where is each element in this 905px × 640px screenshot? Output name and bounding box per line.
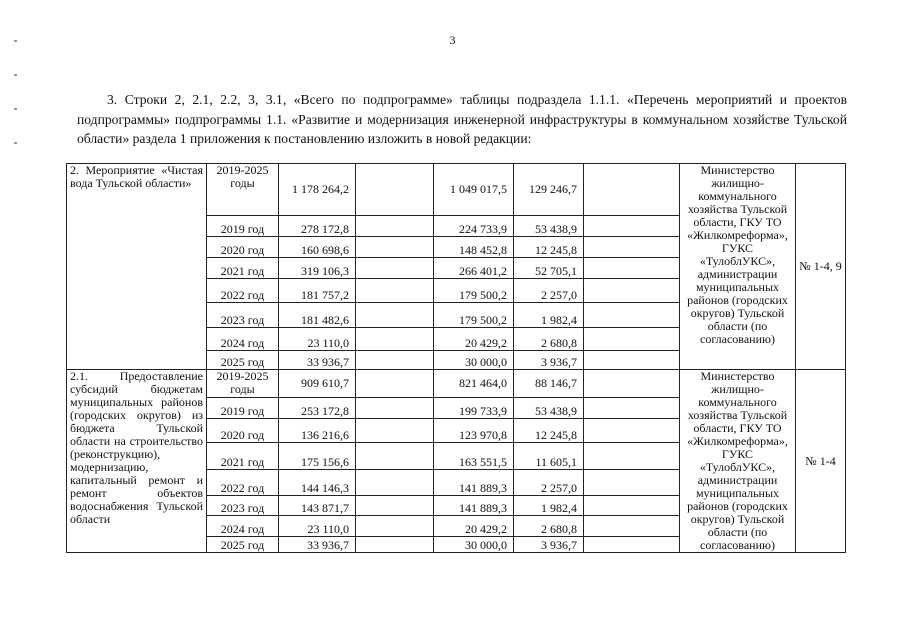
period-cell: 2022 год bbox=[207, 470, 279, 496]
total-amount-cell: 1 178 264,2 bbox=[279, 164, 356, 216]
local-budget-cell: 1 982,4 bbox=[514, 303, 584, 328]
regional-budget-cell: 199 733,9 bbox=[434, 397, 514, 418]
empty-cell bbox=[584, 328, 680, 351]
regional-budget-cell: 141 889,3 bbox=[434, 470, 514, 496]
period-cell: 2020 год bbox=[207, 237, 279, 258]
amount-cell bbox=[356, 515, 434, 537]
amount-cell bbox=[356, 418, 434, 443]
scan-margin-mark bbox=[14, 74, 17, 76]
total-amount-cell: 181 482,6 bbox=[279, 303, 356, 328]
period-cell: 2021 год bbox=[207, 443, 279, 470]
total-amount-cell: 136 216,6 bbox=[279, 418, 356, 443]
regional-budget-cell: 123 970,8 bbox=[434, 418, 514, 443]
amount-cell bbox=[356, 443, 434, 470]
local-budget-cell: 53 438,9 bbox=[514, 397, 584, 418]
local-budget-cell: 2 680,8 bbox=[514, 515, 584, 537]
regional-budget-cell: 163 551,5 bbox=[434, 443, 514, 470]
local-budget-cell: 12 245,8 bbox=[514, 237, 584, 258]
period-cell: 2025 год bbox=[207, 351, 279, 370]
empty-cell bbox=[584, 470, 680, 496]
total-amount-cell: 143 871,7 bbox=[279, 496, 356, 516]
amount-cell bbox=[356, 303, 434, 328]
empty-cell bbox=[584, 279, 680, 303]
table-row bbox=[67, 370, 846, 398]
regional-budget-cell: 20 429,2 bbox=[434, 328, 514, 351]
regional-budget-cell: 30 000,0 bbox=[434, 537, 514, 553]
measure-name-cell: 2. Мероприятие «Чистая вода Тульской области» bbox=[67, 164, 207, 370]
empty-cell bbox=[584, 397, 680, 418]
total-amount-cell: 160 698,6 bbox=[279, 237, 356, 258]
period-cell: 2024 год bbox=[207, 328, 279, 351]
amount-cell bbox=[356, 279, 434, 303]
amount-cell bbox=[356, 328, 434, 351]
scan-margin-mark bbox=[14, 108, 17, 110]
total-amount-cell: 33 936,7 bbox=[279, 351, 356, 370]
measures-table bbox=[66, 163, 846, 553]
amount-cell bbox=[356, 537, 434, 553]
empty-cell bbox=[584, 418, 680, 443]
page-number: 3 bbox=[449, 33, 456, 47]
amount-cell bbox=[356, 370, 434, 398]
empty-cell bbox=[584, 303, 680, 328]
regional-budget-cell: 141 889,3 bbox=[434, 496, 514, 516]
empty-cell bbox=[584, 216, 680, 237]
local-budget-cell: 52 705,1 bbox=[514, 258, 584, 279]
measure-name-cell: 2.1. Предоставление субсидий бюджетам муниципальных районов (городских округов) из бюджета Тульской области на строительство (реконструкцию), модернизацию, капитальный ремонт и ремонт объектов водоснабжения Тульской области bbox=[67, 370, 207, 553]
amount-cell bbox=[356, 351, 434, 370]
period-cell: 2023 год bbox=[207, 496, 279, 516]
period-cell: 2019 год bbox=[207, 216, 279, 237]
local-budget-cell: 2 680,8 bbox=[514, 328, 584, 351]
empty-cell bbox=[584, 351, 680, 370]
local-budget-cell: 129 246,7 bbox=[514, 164, 584, 216]
empty-cell bbox=[584, 496, 680, 516]
empty-cell bbox=[584, 537, 680, 553]
responsible-executors-cell: Министерство жилищно-коммунального хозяйства Тульской области, ГКУ ТО «Жилкомреформа», ГУКС «ТулоблУКС», администрации муниципальных районов (городских округов) Тульской области (по согласованию) bbox=[680, 370, 796, 553]
total-amount-cell: 181 757,2 bbox=[279, 279, 356, 303]
local-budget-cell: 2 257,0 bbox=[514, 470, 584, 496]
empty-cell bbox=[584, 515, 680, 537]
amendment-paragraph: 3. Строки 2, 2.1, 2.2, 3, 3.1, «Всего по подпрограмме» таблицы подраздела 1.1.1. «Перечень мероприятий и проектов подпрограммы» подпрограммы 1.1. «Развитие и модернизация инженерной инфраструктуры в коммунальном хозяйстве Тульской области» раздела 1 приложения к постановлению изложить в новой редакции: bbox=[77, 92, 847, 146]
local-budget-cell: 12 245,8 bbox=[514, 418, 584, 443]
period-cell: 2019 год bbox=[207, 397, 279, 418]
indicator-cell: № 1-4, 9 bbox=[796, 164, 846, 370]
amount-cell bbox=[356, 258, 434, 279]
empty-cell bbox=[584, 164, 680, 216]
total-amount-cell: 278 172,8 bbox=[279, 216, 356, 237]
amount-cell bbox=[356, 164, 434, 216]
period-cell: 2019-2025 годы bbox=[207, 370, 279, 398]
amount-cell bbox=[356, 496, 434, 516]
empty-cell bbox=[584, 370, 680, 398]
responsible-executors-cell: Министерство жилищно-коммунального хозяйства Тульской области, ГКУ ТО «Жилкомреформа», ГУКС «ТулоблУКС», администрации муниципальных районов (городских округов) Тульской области (по согласованию) bbox=[680, 164, 796, 370]
scan-margin-mark bbox=[14, 40, 17, 42]
regional-budget-cell: 148 452,8 bbox=[434, 237, 514, 258]
period-cell: 2020 год bbox=[207, 418, 279, 443]
total-amount-cell: 23 110,0 bbox=[279, 515, 356, 537]
scan-margin-mark bbox=[14, 142, 17, 144]
local-budget-cell: 3 936,7 bbox=[514, 537, 584, 553]
empty-cell bbox=[584, 443, 680, 470]
amount-cell bbox=[356, 397, 434, 418]
regional-budget-cell: 266 401,2 bbox=[434, 258, 514, 279]
amount-cell bbox=[356, 237, 434, 258]
total-amount-cell: 909 610,7 bbox=[279, 370, 356, 398]
amount-cell bbox=[356, 470, 434, 496]
total-amount-cell: 33 936,7 bbox=[279, 537, 356, 553]
period-cell: 2019-2025 годы bbox=[207, 164, 279, 216]
period-cell: 2025 год bbox=[207, 537, 279, 553]
period-cell: 2024 год bbox=[207, 515, 279, 537]
total-amount-cell: 253 172,8 bbox=[279, 397, 356, 418]
total-amount-cell: 175 156,6 bbox=[279, 443, 356, 470]
regional-budget-cell: 1 049 017,5 bbox=[434, 164, 514, 216]
period-cell: 2021 год bbox=[207, 258, 279, 279]
regional-budget-cell: 20 429,2 bbox=[434, 515, 514, 537]
local-budget-cell: 1 982,4 bbox=[514, 496, 584, 516]
period-cell: 2023 год bbox=[207, 303, 279, 328]
period-cell: 2022 год bbox=[207, 279, 279, 303]
indicator-cell: № 1-4 bbox=[796, 370, 846, 553]
local-budget-cell: 88 146,7 bbox=[514, 370, 584, 398]
regional-budget-cell: 179 500,2 bbox=[434, 303, 514, 328]
local-budget-cell: 2 257,0 bbox=[514, 279, 584, 303]
table-row bbox=[67, 164, 846, 216]
total-amount-cell: 319 106,3 bbox=[279, 258, 356, 279]
regional-budget-cell: 30 000,0 bbox=[434, 351, 514, 370]
regional-budget-cell: 821 464,0 bbox=[434, 370, 514, 398]
regional-budget-cell: 224 733,9 bbox=[434, 216, 514, 237]
total-amount-cell: 144 146,3 bbox=[279, 470, 356, 496]
local-budget-cell: 3 936,7 bbox=[514, 351, 584, 370]
local-budget-cell: 11 605,1 bbox=[514, 443, 584, 470]
empty-cell bbox=[584, 237, 680, 258]
empty-cell bbox=[584, 258, 680, 279]
regional-budget-cell: 179 500,2 bbox=[434, 279, 514, 303]
amount-cell bbox=[356, 216, 434, 237]
local-budget-cell: 53 438,9 bbox=[514, 216, 584, 237]
total-amount-cell: 23 110,0 bbox=[279, 328, 356, 351]
